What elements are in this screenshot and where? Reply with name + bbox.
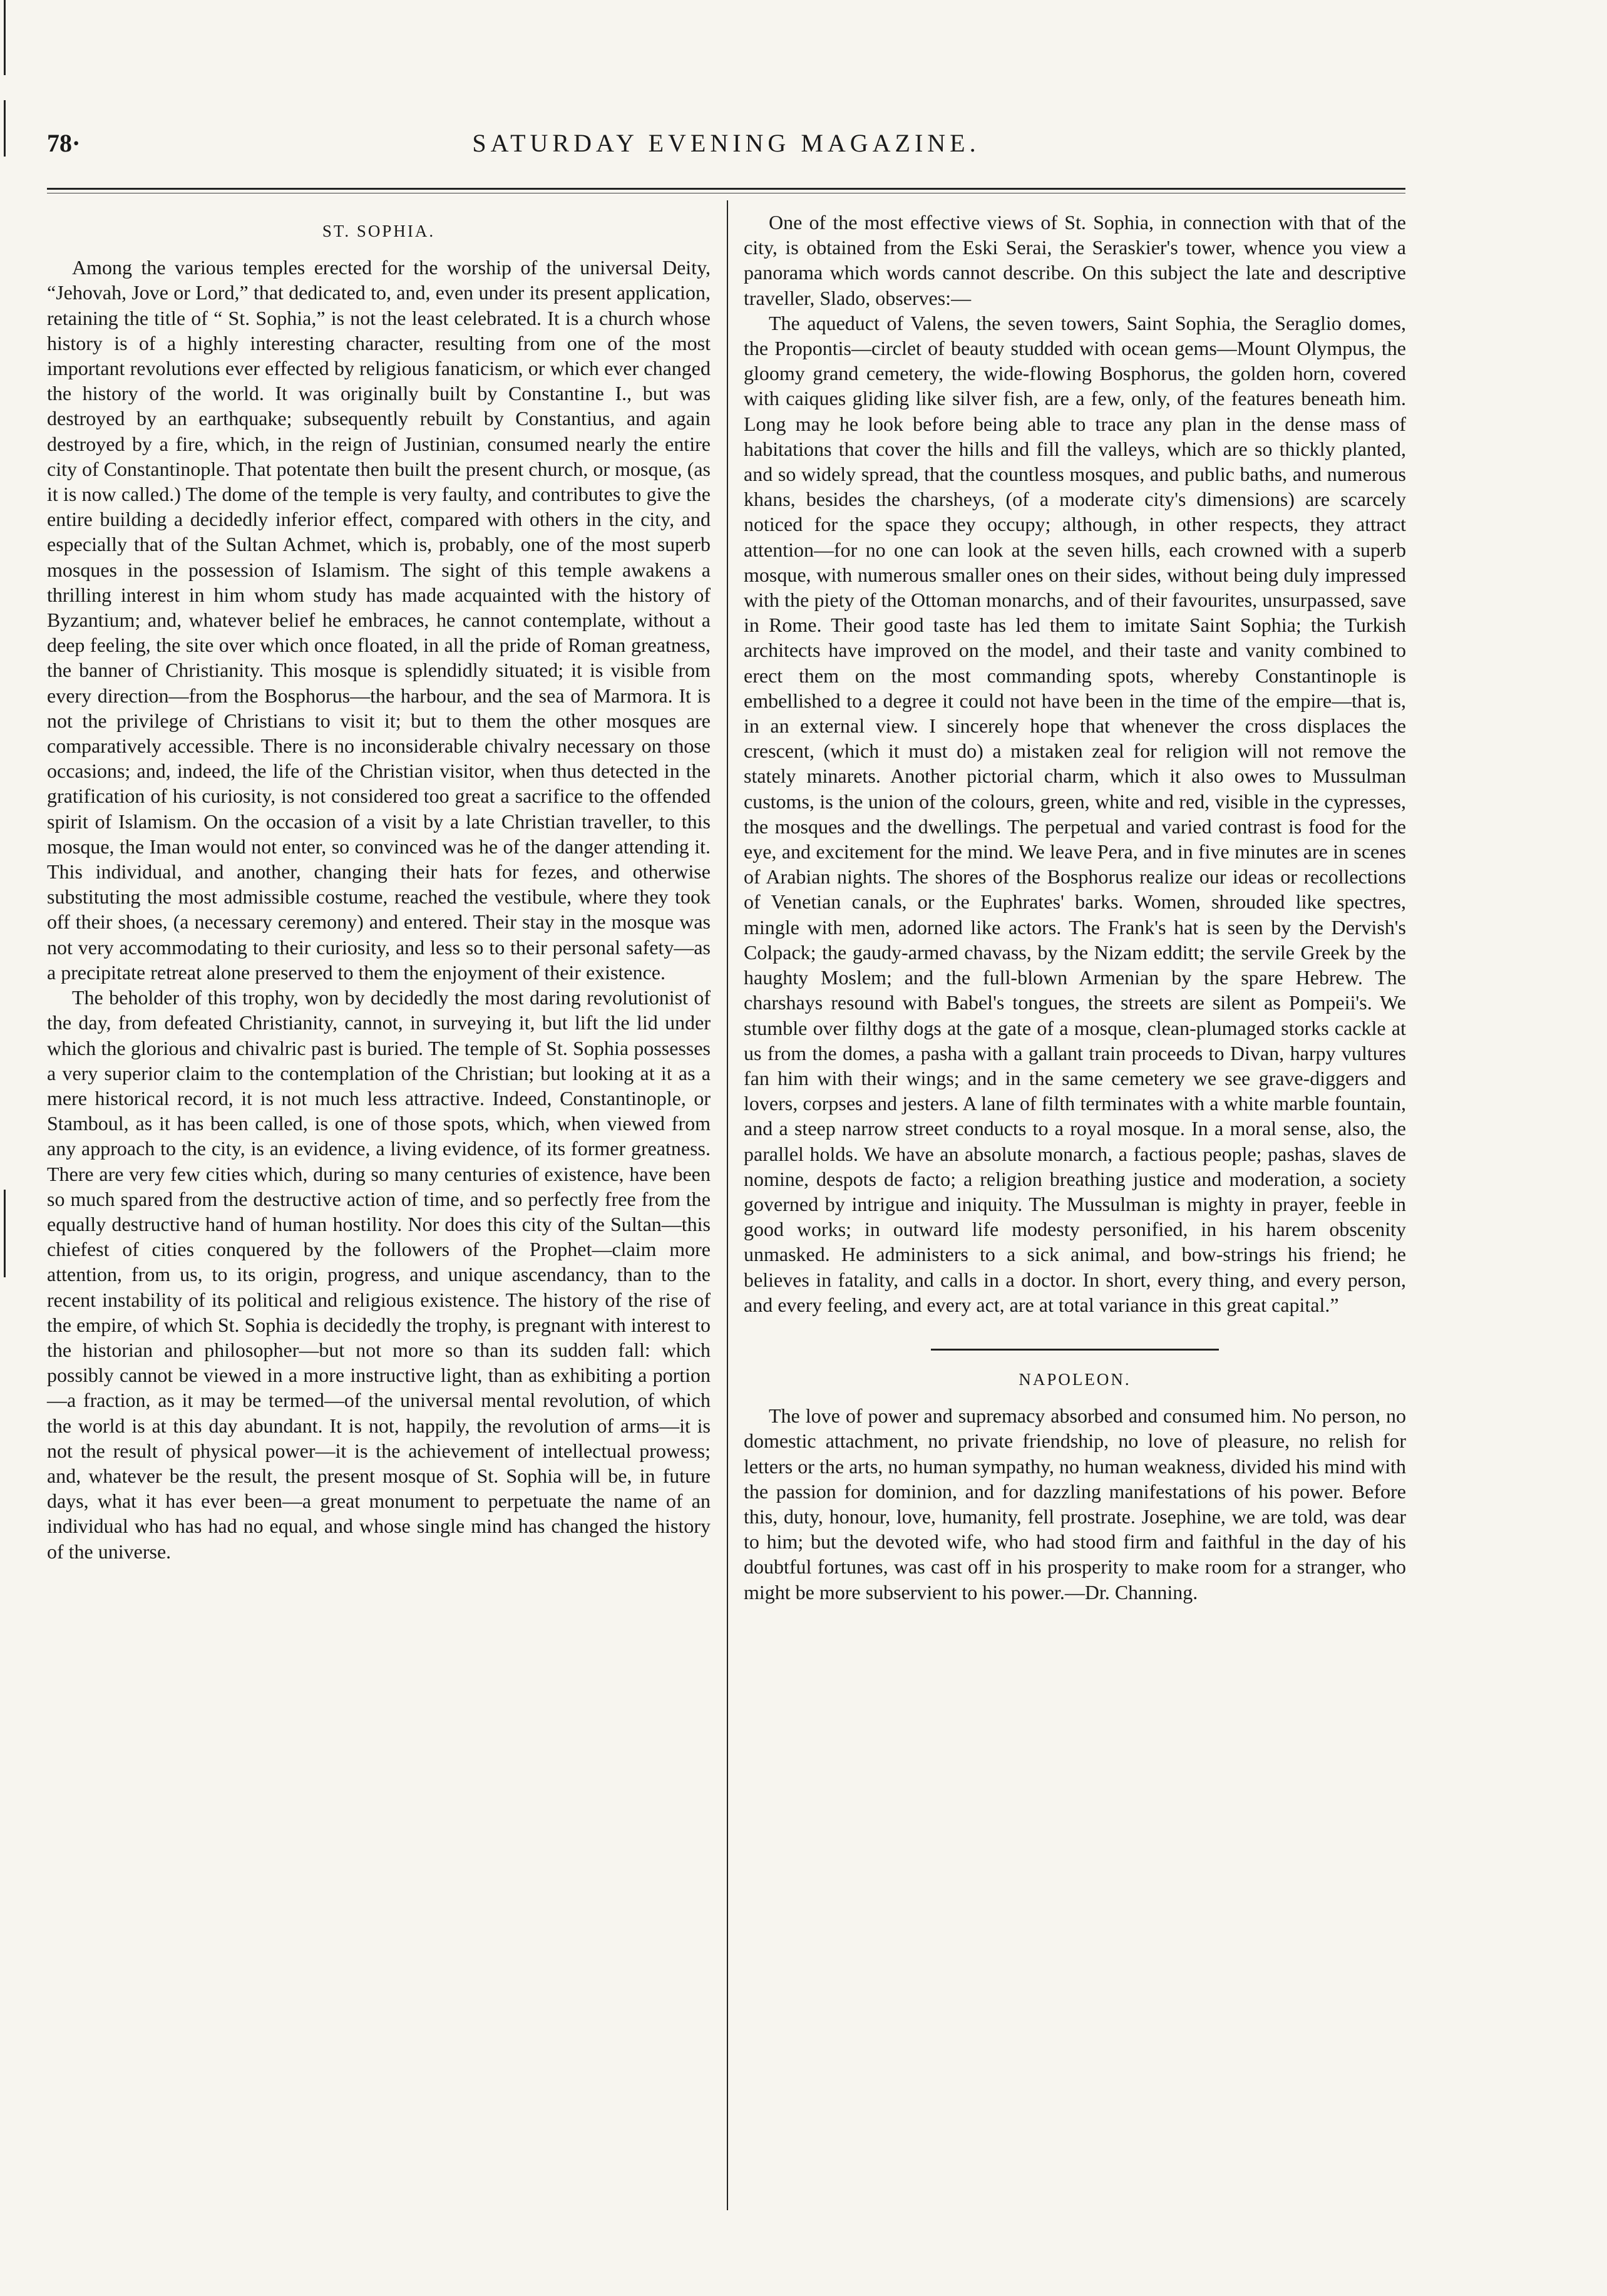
article-title-st-sophia: ST. SOPHIA. [322, 222, 436, 240]
scan-edge-line [4, 100, 6, 157]
article-paragraph: The beholder of this trophy, won by decidedly the most daring revolutionist of the day, from defeated Christianity, cannot, in surveying it, but lift the lid under which the glorious and chivalric past is buried. The temple of St. Sophia possesses a very superior claim to the contemplation of the Christian; but looking at it as a mere historical record, it is not much less attractive. Indeed, Constantinople, or Stamboul, as it has been called, is one of those spots, which, when viewed from any approach to the city, is an evidence, a living evidence, of its former greatness. There are very few cities which, during so many centuries of existence, have been so much spared from the destructive action of time, and so perfectly free from the equally destructive hand of human hostility. Nor does this city of the Sultan—this chiefest of cities conquered by the followers of the Prophet—claim more attention, from us, to its origin, progress, and unique ascendancy, than to the recent instability of its political and religious existence. The history of the rise of the empire, of which St. Sophia is decidedly the trophy, is pregnant with interest to the historian and philosopher—but not more so than its sudden fall: which possibly cannot be viewed in a more instructive light, than as exhibiting a portion—a fraction, as it may be termed—of the universal mental revolution, of which the world is at this day abundant. It is not, happily, the revolution of arms—it is not the result of physical power—it is the achievement of intellectual prowess; and, whatever be the result, the present mosque of St. Sophia will be, in future days, what it has ever been—a great monument to perpetuate the name of an individual who has had no equal, and whose single mind has changed the history of the universe. [47, 986, 711, 1563]
header-rule [47, 188, 1405, 190]
right-column [744, 210, 1406, 1605]
left-column [47, 210, 711, 1564]
article-title-napoleon: NAPOLEON. [1019, 1369, 1131, 1389]
scan-edge-line [4, 0, 6, 75]
page-header [47, 128, 1405, 172]
quoted-paragraph: The aqueduct of Valens, the seven towers, Saint Sophia, the Seraglio domes, the Propontis—circlet of beauty studded with ocean gems—Mount Olympus, the gloomy grand cemetery, the wide-flowing Bosphorus, the golden horn, covered with caiques gliding like silver fish, are a few, only, of the features beneath him. Long may he look before being able to trace any plan in the dense mass of habitations that cover the hills and fill the valleys, which are so thickly planted, and so widely spread, that the countless mosques, and public baths, and numerous khans, besides the charsheys, (of a moderate city's dimensions) are scarcely noticed for the space they occupy; although, in other respects, they attract attention—for no one can look at the seven hills, each crowned with a superb mosque, with numerous smaller ones on their sides, without being duly impressed with the piety of the Ottoman monarchs, and of their favourites, unsurpassed, save in Rome. Their good taste has led them to imitate Saint Sophia; the Turkish architects have improved on the model, and their taste and vanity combined to erect them on the most commanding spots, whereby Constantinople is embellished to a degree it could not have been in the time of the empire—that is, in an external view. I sincerely hope that whenever the cross displaces the crescent, (which it must do) a mistaken zeal for religion will not remove the stately minarets. Another pictorial charm, which it also owes to Mussulman customs, is the union of the colours, green, white and red, visible in the cypresses, the mosques and the dwellings. The perpetual and varied contrast is food for the eye, and excitement for the mind. We leave Pera, and in five minutes are in scenes of Arabian nights. The shores of the Bosphorus realize our ideas or recollections of Venetian canals, or the Euphrates' barks. Women, shrouded like spectres, mingle with men, adorned like actors. The Frank's hat is seen by the Dervish's Colpack; the gaudy-armed chavass, by the Nizam edditt; the servile Greek by the haughty Moslem; and the full-blown Armenian by the spare Hebrew. The charshays resound with Babel's tongues, the streets are silent as Pompeii's. We stumble over filthy dogs at the gate of a mosque, clean-plumaged storks cackle at us from the domes, a pasha with a gallant train proceeds to Divan, harpy vultures fan him with their wings; and in the same cemetery we see grave-diggers and lovers, corpses and jesters. A lane of filth terminates with a white marble fountain, and a steep narrow street conducts to a royal mosque. In a moral sense, also, the parallel holds. We have an absolute monarch, a factious people; pashas, slaves de nomine, despots de facto; a religion breathing justice and moderation, a society governed by intrigue and iniquity. The Mussulman is mighty in prayer, feeble in good works; in outward life modesty personified, in his harem obscenity unmasked. He administers to a sick animal, and bow-strings his friend; he believes in fatality, and calls in a doctor. In short, every thing, and every person, and every feeling, and every act, are at total variance in this great capital.” [744, 311, 1406, 1316]
scan-edge-line [4, 1190, 6, 1277]
section-divider [931, 1349, 1219, 1351]
article-paragraph: One of the most effective views of St. Sophia, in connection with that of the city, is obtained from the Eski Serai, the Seraskier's tower, whence you view a panorama which words cannot describe. On this subject the late and descriptive traveller, Slado, observes:— [744, 211, 1406, 309]
page-number: 78· [47, 129, 81, 157]
scan-edge-marks [0, 0, 25, 2296]
column-divider [727, 200, 728, 2210]
article-paragraph: Among the various temples erected for the worship of the universal Deity, “Jehovah, Jove or Lord,” that dedicated to, and, even under its present application, retaining the title of “ St. Sophia,” is not the least celebrated. It is a church whose history is of a highly interesting character, resulting from one of the most important revolutions ever effected by religious fanaticism, or which ever changed the history of the world. It was originally built by Constantine I., but was destroyed by an earthquake; subsequently rebuilt by Constantius, and again destroyed by a fire, which, in the reign of Justinian, consumed nearly the entire city of Constantinople. That potentate then built the present church, or mosque, (as it is now called.) The dome of the temple is very faulty, and contributes to give the entire building a decidedly inferior effect, compared with others in the city, and especially that of the Sultan Achmet, which is, probably, one of the most superb mosques in the possession of Islamism. The sight of this temple awakens a thrilling interest in him whom study has made acquainted with the history of Byzantium; and, whatever belief he embraces, he cannot contemplate, without a deep feeling, the site over which once floated, in all the pride of Roman greatness, the banner of Christianity. This mosque is splendidly situated; it is visible from every direction—from the Bosphorus—the harbour, and the sea of Marmora. It is not the privilege of Christians to visit it; but to them the other mosques are comparatively accessible. There is no inconsiderable chivalry necessary on those occasions; and, indeed, the life of the Christian visitor, when thus detected in the gratification of his curiosity, is not considered too great a sacrifice to the offended spirit of Islamism. On the occasion of a visit by a late Christian traveller, to this mosque, the Iman would not enter, so convinced was he of the danger attending it. This individual, and another, changing their hats for fezes, and otherwise substituting the most admissible costume, reached the vestibule, where they took off their shoes, (a necessary ceremony) and entered. Their stay in the mosque was not very accommodating to their curiosity, and less so to their personal safety—as a precipitate retreat alone preserved to them the enjoyment of their existence. [47, 256, 711, 984]
article-paragraph: The love of power and supremacy absorbed and consumed him. No person, no domestic attachment, no private friendship, no love of pleasure, no relish for letters or the arts, no human sympathy, no human weakness, divided his mind with the passion for dominion, and for dazzling manifestations of his power. Before this, duty, honour, love, humanity, fell prostrate. Josephine, we are told, was dear to him; but the devoted wife, who had stood firm and faithful in the day of his doubtful fortunes, was cast off in his prosperity to make room for a stranger, who might be more subservient to his power.—Dr. Channing. [744, 1404, 1406, 1604]
running-head: SATURDAY EVENING MAGAZINE. [472, 129, 980, 157]
